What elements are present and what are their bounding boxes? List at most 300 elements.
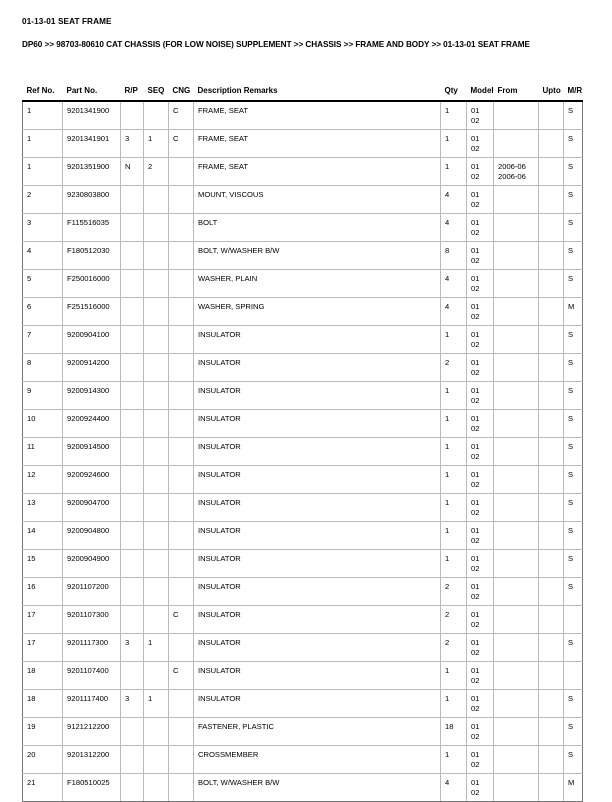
cell-upto <box>539 438 564 466</box>
column-header-from: From <box>497 86 518 95</box>
cell-desc: FRAME, SEAT <box>194 158 441 186</box>
cell-part: 9201341900 <box>63 101 121 130</box>
cell-seq <box>144 214 169 242</box>
cell-line: 02 <box>471 311 480 321</box>
cell-seq <box>144 522 169 550</box>
cell-part: 9201107300 <box>63 606 121 634</box>
cell-from <box>494 242 539 270</box>
cell-model <box>467 158 494 186</box>
table-row[interactable] <box>23 298 583 326</box>
cell-line: 02 <box>471 451 480 461</box>
cell-qty: 1 <box>441 522 467 550</box>
cell-desc: INSULATOR <box>194 662 441 690</box>
cell-cng <box>169 270 194 298</box>
table-row[interactable] <box>23 354 583 382</box>
cell-upto <box>539 214 564 242</box>
cell-ref: 14 <box>23 522 63 550</box>
cell-cng: C <box>169 606 194 634</box>
cell-ref: 13 <box>23 494 63 522</box>
cell-seq <box>144 410 169 438</box>
cell-cng <box>169 774 194 802</box>
cell-qty: 4 <box>441 298 467 326</box>
cell-line: 02 <box>471 731 480 741</box>
cell-model <box>467 494 494 522</box>
column-header-desc: Description Remarks <box>197 86 278 95</box>
table-row[interactable] <box>23 550 583 578</box>
cell-rp <box>121 606 144 634</box>
cell-qty: 1 <box>441 466 467 494</box>
cell-qty: 2 <box>441 354 467 382</box>
cell-from <box>494 606 539 634</box>
parts-table-head <box>23 86 583 101</box>
cell-qty: 1 <box>441 550 467 578</box>
table-row[interactable] <box>23 242 583 270</box>
cell-line: 01 <box>471 666 480 675</box>
cell-part: F250016000 <box>63 270 121 298</box>
cell-from <box>494 634 539 662</box>
cell-part: 9201107400 <box>63 662 121 690</box>
cell-rp <box>121 522 144 550</box>
cell-cng <box>169 578 194 606</box>
cell-desc: BOLT <box>194 214 441 242</box>
cell-ref: 20 <box>23 746 63 774</box>
cell-ref: 16 <box>23 578 63 606</box>
table-row[interactable] <box>23 578 583 606</box>
table-row[interactable] <box>23 662 583 690</box>
cell-from <box>494 746 539 774</box>
cell-model <box>467 382 494 410</box>
cell-cng <box>169 466 194 494</box>
cell-cng <box>169 382 194 410</box>
cell-upto <box>539 354 564 382</box>
cell-cng: C <box>169 101 194 130</box>
cell-mr: S <box>564 186 583 214</box>
cell-upto <box>539 606 564 634</box>
cell-qty: 1 <box>441 101 467 130</box>
cell-ref: 10 <box>23 410 63 438</box>
cell-ref: 2 <box>23 186 63 214</box>
cell-line: 01 <box>471 274 480 283</box>
table-row[interactable] <box>23 130 583 158</box>
table-row[interactable] <box>23 494 583 522</box>
cell-part: 9201117400 <box>63 690 121 718</box>
table-row[interactable] <box>23 746 583 774</box>
cell-cng <box>169 718 194 746</box>
cell-cng <box>169 634 194 662</box>
cell-from <box>494 101 539 130</box>
table-row[interactable] <box>23 382 583 410</box>
cell-rp <box>121 270 144 298</box>
table-row[interactable] <box>23 522 583 550</box>
cell-seq <box>144 326 169 354</box>
table-row[interactable] <box>23 690 583 718</box>
cell-model <box>467 746 494 774</box>
cell-part: 9200904800 <box>63 522 121 550</box>
cell-line: 01 <box>471 694 480 703</box>
cell-rp: 3 <box>121 634 144 662</box>
cell-rp <box>121 298 144 326</box>
cell-model <box>467 466 494 494</box>
cell-part: 9200914500 <box>63 438 121 466</box>
cell-line: 01 <box>471 750 480 759</box>
column-header-model: Model <box>470 86 494 95</box>
cell-model <box>467 578 494 606</box>
cell-mr: S <box>564 382 583 410</box>
cell-desc: INSULATOR <box>194 606 441 634</box>
cell-seq <box>144 718 169 746</box>
column-header-mr: M/R <box>567 86 583 95</box>
cell-ref: 5 <box>23 270 63 298</box>
cell-line: 2006-06 <box>498 171 526 181</box>
cell-mr: S <box>564 578 583 606</box>
cell-line: 02 <box>471 143 480 153</box>
cell-upto <box>539 101 564 130</box>
cell-cng <box>169 242 194 270</box>
cell-model <box>467 410 494 438</box>
cell-mr: S <box>564 101 583 130</box>
cell-model <box>467 438 494 466</box>
cell-rp: N <box>121 158 144 186</box>
cell-upto <box>539 774 564 802</box>
cell-desc: WASHER, SPRING <box>194 298 441 326</box>
cell-ref: 9 <box>23 382 63 410</box>
cell-line: 2006-06 <box>498 162 526 171</box>
cell-model <box>467 774 494 802</box>
cell-from <box>494 438 539 466</box>
cell-line: 02 <box>471 619 480 629</box>
cell-ref: 17 <box>23 606 63 634</box>
cell-cng <box>169 214 194 242</box>
cell-cng <box>169 298 194 326</box>
table-row[interactable] <box>23 466 583 494</box>
cell-ref: 3 <box>23 214 63 242</box>
cell-cng <box>169 494 194 522</box>
cell-line: 01 <box>471 470 480 479</box>
column-header-upto: Upto <box>542 86 561 95</box>
cell-mr: S <box>564 130 583 158</box>
cell-seq <box>144 466 169 494</box>
column-header-rp: R/P <box>124 86 138 95</box>
cell-seq <box>144 550 169 578</box>
cell-model <box>467 186 494 214</box>
cell-upto <box>539 690 564 718</box>
table-row[interactable] <box>23 438 583 466</box>
cell-model <box>467 606 494 634</box>
cell-line: 01 <box>471 246 480 255</box>
column-header-cng: CNG <box>172 86 191 95</box>
cell-cng <box>169 326 194 354</box>
cell-seq: 1 <box>144 634 169 662</box>
cell-line: 02 <box>471 647 480 657</box>
cell-line: 01 <box>471 358 480 367</box>
cell-mr: S <box>564 494 583 522</box>
cell-part: 9200924600 <box>63 466 121 494</box>
cell-rp <box>121 466 144 494</box>
cell-rp <box>121 214 144 242</box>
cell-line: 02 <box>471 703 480 713</box>
cell-part: 9201107200 <box>63 578 121 606</box>
cell-ref: 12 <box>23 466 63 494</box>
cell-qty: 1 <box>441 746 467 774</box>
cell-line: 02 <box>471 423 480 433</box>
cell-rp <box>121 718 144 746</box>
cell-seq <box>144 606 169 634</box>
cell-mr: S <box>564 158 583 186</box>
cell-seq: 1 <box>144 130 169 158</box>
cell-from <box>494 158 539 186</box>
cell-upto <box>539 158 564 186</box>
cell-qty: 18 <box>441 718 467 746</box>
cell-mr <box>564 606 583 634</box>
cell-line: 01 <box>471 498 480 507</box>
cell-mr: S <box>564 522 583 550</box>
cell-upto <box>539 662 564 690</box>
cell-seq <box>144 774 169 802</box>
cell-qty: 8 <box>441 242 467 270</box>
cell-mr: S <box>564 746 583 774</box>
cell-rp <box>121 438 144 466</box>
cell-rp <box>121 382 144 410</box>
cell-from <box>494 270 539 298</box>
cell-mr: S <box>564 242 583 270</box>
cell-cng <box>169 522 194 550</box>
cell-line: 01 <box>471 442 480 451</box>
cell-desc: INSULATOR <box>194 410 441 438</box>
cell-line: 01 <box>471 106 480 115</box>
cell-from <box>494 466 539 494</box>
parts-table <box>22 86 583 802</box>
parts-table-container <box>22 86 582 802</box>
cell-ref: 1 <box>23 158 63 186</box>
cell-line: 02 <box>471 479 480 489</box>
cell-rp <box>121 746 144 774</box>
cell-rp <box>121 410 144 438</box>
cell-from <box>494 186 539 214</box>
cell-rp <box>121 186 144 214</box>
cell-model <box>467 270 494 298</box>
table-row[interactable] <box>23 270 583 298</box>
cell-line: 02 <box>471 227 480 237</box>
cell-desc: INSULATOR <box>194 634 441 662</box>
cell-qty: 4 <box>441 774 467 802</box>
table-row[interactable] <box>23 101 583 130</box>
cell-part: 9200904700 <box>63 494 121 522</box>
cell-line: 01 <box>471 302 480 311</box>
cell-line: 02 <box>471 787 480 797</box>
cell-part: 9200914300 <box>63 382 121 410</box>
cell-line: 02 <box>471 255 480 265</box>
cell-line: 02 <box>471 675 480 685</box>
cell-seq <box>144 242 169 270</box>
cell-from <box>494 354 539 382</box>
cell-desc: BOLT, W/WASHER B/W <box>194 774 441 802</box>
column-header-seq: SEQ <box>147 86 165 95</box>
cell-upto <box>539 130 564 158</box>
cell-model <box>467 690 494 718</box>
table-row[interactable] <box>23 158 583 186</box>
table-header-row <box>23 86 583 101</box>
table-row[interactable] <box>23 774 583 802</box>
cell-desc: MOUNT, VISCOUS <box>194 186 441 214</box>
cell-line: 01 <box>471 386 480 395</box>
breadcrumb: DP60 >> 98703-80610 CAT CHASSIS (FOR LOW NOISE) SUPPLEMENT >> CHASSIS >> FRAME AND BODY >> 01-13-01 SEAT FRAME <box>22 40 530 49</box>
cell-cng <box>169 746 194 774</box>
cell-desc: INSULATOR <box>194 354 441 382</box>
cell-part: 9200904100 <box>63 326 121 354</box>
cell-upto <box>539 494 564 522</box>
cell-upto <box>539 242 564 270</box>
cell-line: 02 <box>471 395 480 405</box>
cell-rp <box>121 578 144 606</box>
cell-model <box>467 662 494 690</box>
cell-line: 02 <box>471 507 480 517</box>
cell-qty: 1 <box>441 690 467 718</box>
cell-desc: INSULATOR <box>194 690 441 718</box>
cell-mr: S <box>564 690 583 718</box>
cell-rp: 3 <box>121 690 144 718</box>
cell-model <box>467 298 494 326</box>
cell-part: 9201351900 <box>63 158 121 186</box>
cell-model <box>467 718 494 746</box>
cell-cng: C <box>169 662 194 690</box>
table-row[interactable] <box>23 326 583 354</box>
cell-qty: 1 <box>441 130 467 158</box>
cell-upto <box>539 550 564 578</box>
cell-seq <box>144 186 169 214</box>
cell-from <box>494 774 539 802</box>
cell-line: 02 <box>471 759 480 769</box>
cell-qty: 1 <box>441 326 467 354</box>
cell-mr: M <box>564 774 583 802</box>
cell-qty: 2 <box>441 578 467 606</box>
cell-seq <box>144 101 169 130</box>
cell-desc: CROSSMEMBER <box>194 746 441 774</box>
cell-from <box>494 690 539 718</box>
cell-line: 01 <box>471 162 480 171</box>
cell-ref: 11 <box>23 438 63 466</box>
cell-desc: INSULATOR <box>194 382 441 410</box>
cell-part: 9201341901 <box>63 130 121 158</box>
cell-cng <box>169 186 194 214</box>
cell-line: 01 <box>471 526 480 535</box>
cell-mr: S <box>564 550 583 578</box>
cell-model <box>467 130 494 158</box>
cell-upto <box>539 382 564 410</box>
cell-desc: INSULATOR <box>194 522 441 550</box>
cell-seq: 1 <box>144 690 169 718</box>
cell-from <box>494 718 539 746</box>
cell-part: 9200904900 <box>63 550 121 578</box>
cell-qty: 1 <box>441 382 467 410</box>
cell-desc: INSULATOR <box>194 438 441 466</box>
cell-model <box>467 634 494 662</box>
cell-from <box>494 494 539 522</box>
cell-part: 9200914200 <box>63 354 121 382</box>
cell-from <box>494 214 539 242</box>
cell-cng <box>169 410 194 438</box>
cell-mr: S <box>564 270 583 298</box>
cell-ref: 15 <box>23 550 63 578</box>
cell-desc: INSULATOR <box>194 466 441 494</box>
table-row[interactable] <box>23 606 583 634</box>
cell-model <box>467 550 494 578</box>
cell-qty: 2 <box>441 634 467 662</box>
table-row[interactable] <box>23 634 583 662</box>
cell-upto <box>539 634 564 662</box>
cell-rp <box>121 494 144 522</box>
page-title: 01-13-01 SEAT FRAME <box>22 17 112 26</box>
cell-part: F251516000 <box>63 298 121 326</box>
cell-seq <box>144 578 169 606</box>
cell-part: 9201117300 <box>63 634 121 662</box>
cell-line: 01 <box>471 638 480 647</box>
cell-ref: 8 <box>23 354 63 382</box>
cell-mr <box>564 662 583 690</box>
table-row[interactable] <box>23 186 583 214</box>
cell-seq <box>144 438 169 466</box>
cell-qty: 1 <box>441 438 467 466</box>
cell-seq <box>144 270 169 298</box>
cell-line: 02 <box>471 115 480 125</box>
cell-rp <box>121 354 144 382</box>
cell-seq: 2 <box>144 158 169 186</box>
cell-seq <box>144 298 169 326</box>
cell-qty: 1 <box>441 158 467 186</box>
cell-line: 01 <box>471 582 480 591</box>
table-row[interactable] <box>23 718 583 746</box>
column-header-ref: Ref No. <box>26 86 55 95</box>
cell-line: 01 <box>471 218 480 227</box>
cell-desc: FRAME, SEAT <box>194 101 441 130</box>
cell-ref: 7 <box>23 326 63 354</box>
cell-cng <box>169 158 194 186</box>
cell-rp <box>121 326 144 354</box>
cell-from <box>494 410 539 438</box>
cell-from <box>494 326 539 354</box>
cell-rp <box>121 774 144 802</box>
cell-part: F115516035 <box>63 214 121 242</box>
column-header-part: Part No. <box>66 86 98 95</box>
cell-upto <box>539 578 564 606</box>
cell-upto <box>539 466 564 494</box>
cell-model <box>467 214 494 242</box>
cell-line: 02 <box>471 563 480 573</box>
cell-part: F180510025 <box>63 774 121 802</box>
cell-ref: 17 <box>23 634 63 662</box>
cell-seq <box>144 746 169 774</box>
cell-part: 9121212200 <box>63 718 121 746</box>
cell-line: 02 <box>471 535 480 545</box>
cell-upto <box>539 326 564 354</box>
cell-part: 9200924400 <box>63 410 121 438</box>
cell-desc: FRAME, SEAT <box>194 130 441 158</box>
cell-upto <box>539 186 564 214</box>
cell-mr: S <box>564 466 583 494</box>
cell-line: 01 <box>471 330 480 339</box>
cell-desc: BOLT, W/WASHER B/W <box>194 242 441 270</box>
cell-desc: WASHER, PLAIN <box>194 270 441 298</box>
cell-mr: S <box>564 438 583 466</box>
cell-upto <box>539 522 564 550</box>
table-row[interactable] <box>23 214 583 242</box>
table-row[interactable] <box>23 410 583 438</box>
cell-qty: 4 <box>441 214 467 242</box>
cell-part: 9230803800 <box>63 186 121 214</box>
cell-ref: 6 <box>23 298 63 326</box>
cell-line: 02 <box>471 367 480 377</box>
cell-cng <box>169 690 194 718</box>
cell-line: 02 <box>471 591 480 601</box>
